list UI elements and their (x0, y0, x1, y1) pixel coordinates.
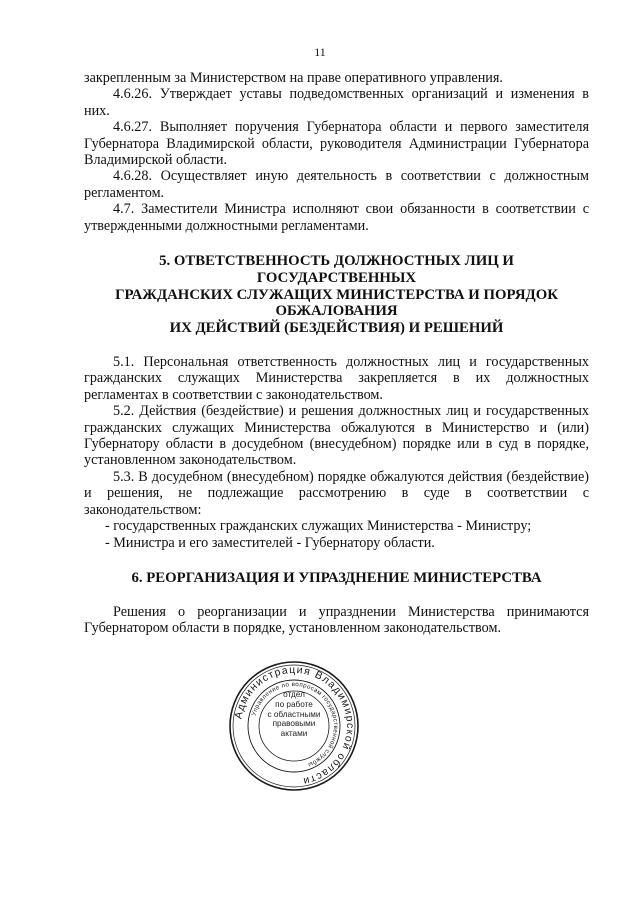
paragraph-4-7: 4.7. Заместители Министра исполняют свои обязанности в соответствии с утвержденными должностными регламентами. (84, 201, 589, 234)
section-5-heading (84, 253, 589, 337)
official-stamp (228, 660, 360, 792)
stamp-outer-text: Администрация Владимирской области (232, 663, 357, 788)
paragraph-5-3: 5.3. В досудебном (внесудебном) порядке обжалуются действия (бездействие) и решения, не подлежащие рассмотрению в суде в соответствии с законодательством: (84, 468, 589, 518)
list-item: - Министра и его заместителей - Губернатору области. (105, 534, 435, 551)
stamp-center-text (261, 690, 327, 739)
paragraph-4-6-28: 4.6.28. Осуществляет иную деятельность в соответствии с должностным регламентом. (84, 168, 589, 201)
stamp-center-line: с областными (267, 709, 321, 719)
section-5-heading-line: ИХ ДЕЙСТВИЙ (БЕЗДЕЙСТВИЯ) И РЕШЕНИЙ (169, 320, 504, 337)
section-6-heading-line: 6. РЕОРГАНИЗАЦИЯ И УПРАЗДНЕНИЕ МИНИСТЕРСТВА (131, 569, 542, 586)
list-item: - государственных гражданских служащих Министерства - Министру; (105, 518, 532, 535)
paragraph-6-1: Решения о реорганизации и упразднении Министерства принимаются Губернатором области в порядке, установленном законодательством. (84, 603, 589, 637)
stamp-center-line: по работе (275, 699, 313, 709)
section-5-heading-line: ОБЖАЛОВАНИЯ (275, 303, 398, 320)
stamp-center-line: правовыми (272, 719, 316, 729)
section-5-heading-line: ГРАЖДАНСКИХ СЛУЖАЩИХ МИНИСТЕРСТВА И ПОРЯДОК (115, 286, 558, 303)
section-5-heading-line: ГОСУДАРСТВЕННЫХ (256, 269, 417, 286)
section-6-heading (84, 570, 589, 587)
page-number: 11 (314, 45, 326, 59)
section-5-heading-line: 5. ОТВЕТСТВЕННОСТЬ ДОЛЖНОСТНЫХ ЛИЦ И (159, 253, 514, 270)
paragraph-4-6-27: 4.6.27. Выполняет поручения Губернатора области и первого заместителя Губернатора Владимирской области, руководителя Администрации Губернатора Владимирской области. (84, 119, 589, 169)
stamp-center-line: отдел (283, 690, 305, 699)
document-body (84, 70, 589, 637)
stamp-inner-text: Управление по вопросам государственной службы (250, 680, 340, 769)
paragraph-continuation: закрепленным за Министерством на праве оперативного управления. (84, 70, 503, 86)
paragraph-5-2: 5.2. Действия (бездействие) и решения должностных лиц и государственных гражданских служащих Министерства обжалуются в Министерство и (или) Губернатору области в досудебном (внесудебном) порядке или в суд в порядке, установленном законодательством. (84, 403, 589, 469)
paragraph-4-6-26: 4.6.26. Утверждает уставы подведомственных организаций и изменения в них. (84, 86, 589, 119)
paragraph-5-1: 5.1. Персональная ответственность должностных лиц и государственных гражданских служащих Министерства закрепляется в их должностных регламентах в соответствии с законодательством. (84, 354, 589, 403)
stamp-center-line: актами (280, 729, 308, 739)
